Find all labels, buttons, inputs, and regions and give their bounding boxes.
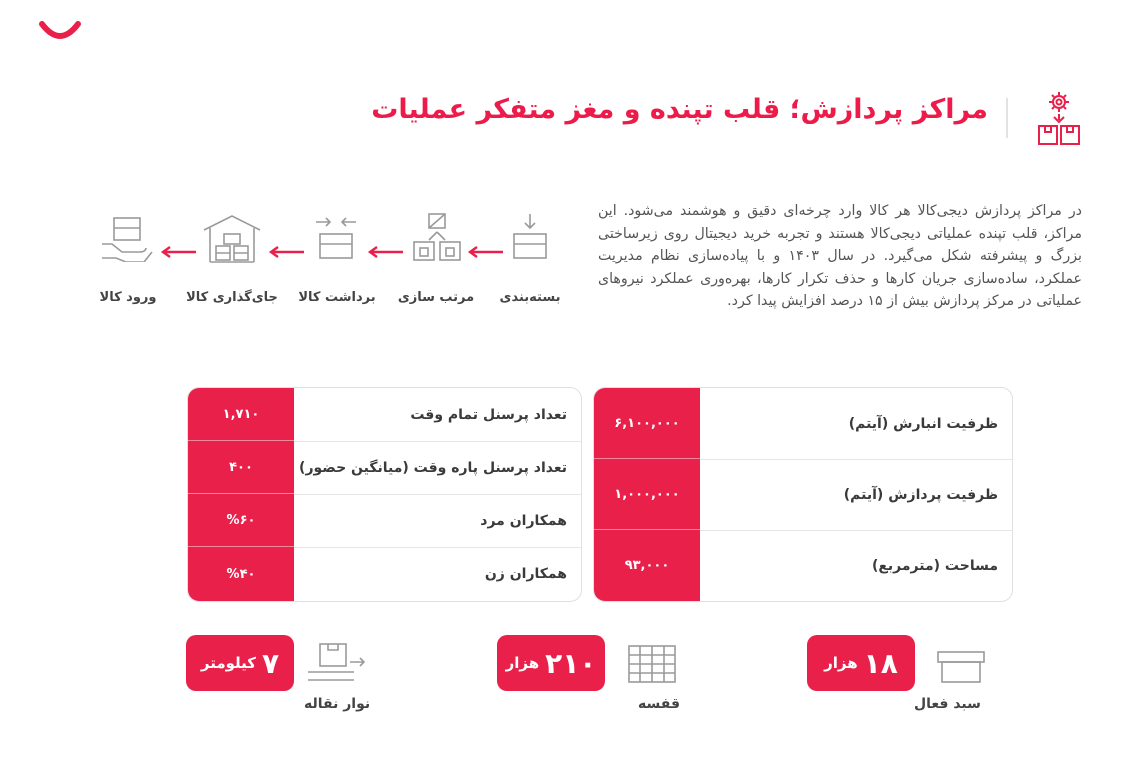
picking-icon — [312, 212, 360, 262]
arrow-left-icon — [467, 245, 505, 259]
highlight-unit: کیلومتر — [200, 654, 257, 672]
table-value: %۴۰ — [188, 547, 294, 601]
highlight-unit: هزار — [824, 654, 858, 672]
highlight-number: ۱۸ — [863, 646, 898, 680]
table-row — [188, 547, 581, 601]
table-label: ظرفیت پردازش (آیتم) — [843, 486, 998, 503]
highlight-label: سبد فعال — [914, 696, 981, 712]
sorting-icon — [410, 212, 466, 262]
process-step-label: بسته‌بندی — [499, 290, 561, 305]
highlight-badge — [807, 635, 915, 691]
arrow-left-icon — [367, 245, 405, 259]
table-value: ۶,۱۰۰,۰۰۰ — [594, 388, 700, 459]
process-step-label: مرتب سازی — [397, 290, 475, 305]
capacity-table — [593, 387, 1013, 602]
gear-boxes-icon — [1036, 90, 1082, 148]
table-row — [188, 494, 581, 548]
arrow-left-icon — [160, 245, 198, 259]
table-row — [594, 388, 1012, 460]
shelf-grid-icon — [627, 644, 677, 684]
table-row — [594, 530, 1012, 601]
table-value: ۱,۷۱۰ — [188, 388, 294, 441]
highlight-number: ۲۱۰ — [545, 646, 597, 680]
warehouse-icon — [202, 212, 262, 264]
process-step-label: جای‌گذاری کالا — [186, 290, 278, 305]
table-row — [188, 388, 581, 442]
table-row — [188, 441, 581, 495]
brand-smile-icon — [38, 18, 82, 44]
conveyor-icon — [306, 642, 368, 684]
table-label: همکاران مرد — [480, 512, 567, 529]
table-label: مساحت (مترمربع) — [871, 557, 998, 574]
staff-table — [187, 387, 582, 602]
table-row — [594, 459, 1012, 531]
highlight-label: نوار نقاله — [304, 696, 371, 712]
table-label: تعداد پرسنل پاره وقت (میانگین حضور) — [299, 459, 567, 476]
highlight-badge — [186, 635, 294, 691]
arrow-left-icon — [268, 245, 306, 259]
table-value: ۴۰۰ — [188, 441, 294, 494]
table-value: ۹۳,۰۰۰ — [594, 530, 700, 601]
process-step-label: ورود کالا — [99, 290, 157, 305]
table-label: همکاران زن — [484, 566, 567, 582]
highlight-badge — [497, 635, 605, 691]
intro-paragraph: در مراکز پردازش دیجی‌کالا هر کالا وارد چرخه‌ای دقیق و هوشمند می‌شود. این مراکز، قلب تپنده عملیاتی دیجی‌کالا هستند و تجربه خرید دیجیتال روی زیرساختی بزرگ و پیشرفته شکل می‌گیرد. در سال ۱۴۰۳ و با پیاده‌سازی نظام مدیریت عملکرد، ساده‌سازی جریان کارها و حذف تکرار کارها، بهره‌وری عملکرد نیروهای عملیاتی در مرکز پردازش بیش از ۱۵ درصد افزایش پیدا کرد. — [598, 203, 1082, 309]
process-step-label: برداشت کالا — [298, 290, 376, 305]
table-value: ۱,۰۰۰,۰۰۰ — [594, 459, 700, 530]
table-value: %۶۰ — [188, 494, 294, 547]
highlight-number: ۷ — [262, 646, 280, 680]
package-down-icon — [510, 212, 550, 262]
basket-icon — [936, 648, 986, 684]
table-label: تعداد پرسنل تمام وقت — [410, 406, 567, 423]
highlight-unit: هزار — [505, 654, 540, 672]
hand-box-icon — [100, 212, 154, 262]
table-label: ظرفیت انبارش (آیتم) — [848, 415, 998, 432]
header-separator — [1006, 98, 1008, 138]
page-title: مراکز پردازش؛ قلب تپنده و مغز متفکر عملیات — [371, 94, 988, 125]
highlight-label: قفسه — [638, 696, 680, 712]
